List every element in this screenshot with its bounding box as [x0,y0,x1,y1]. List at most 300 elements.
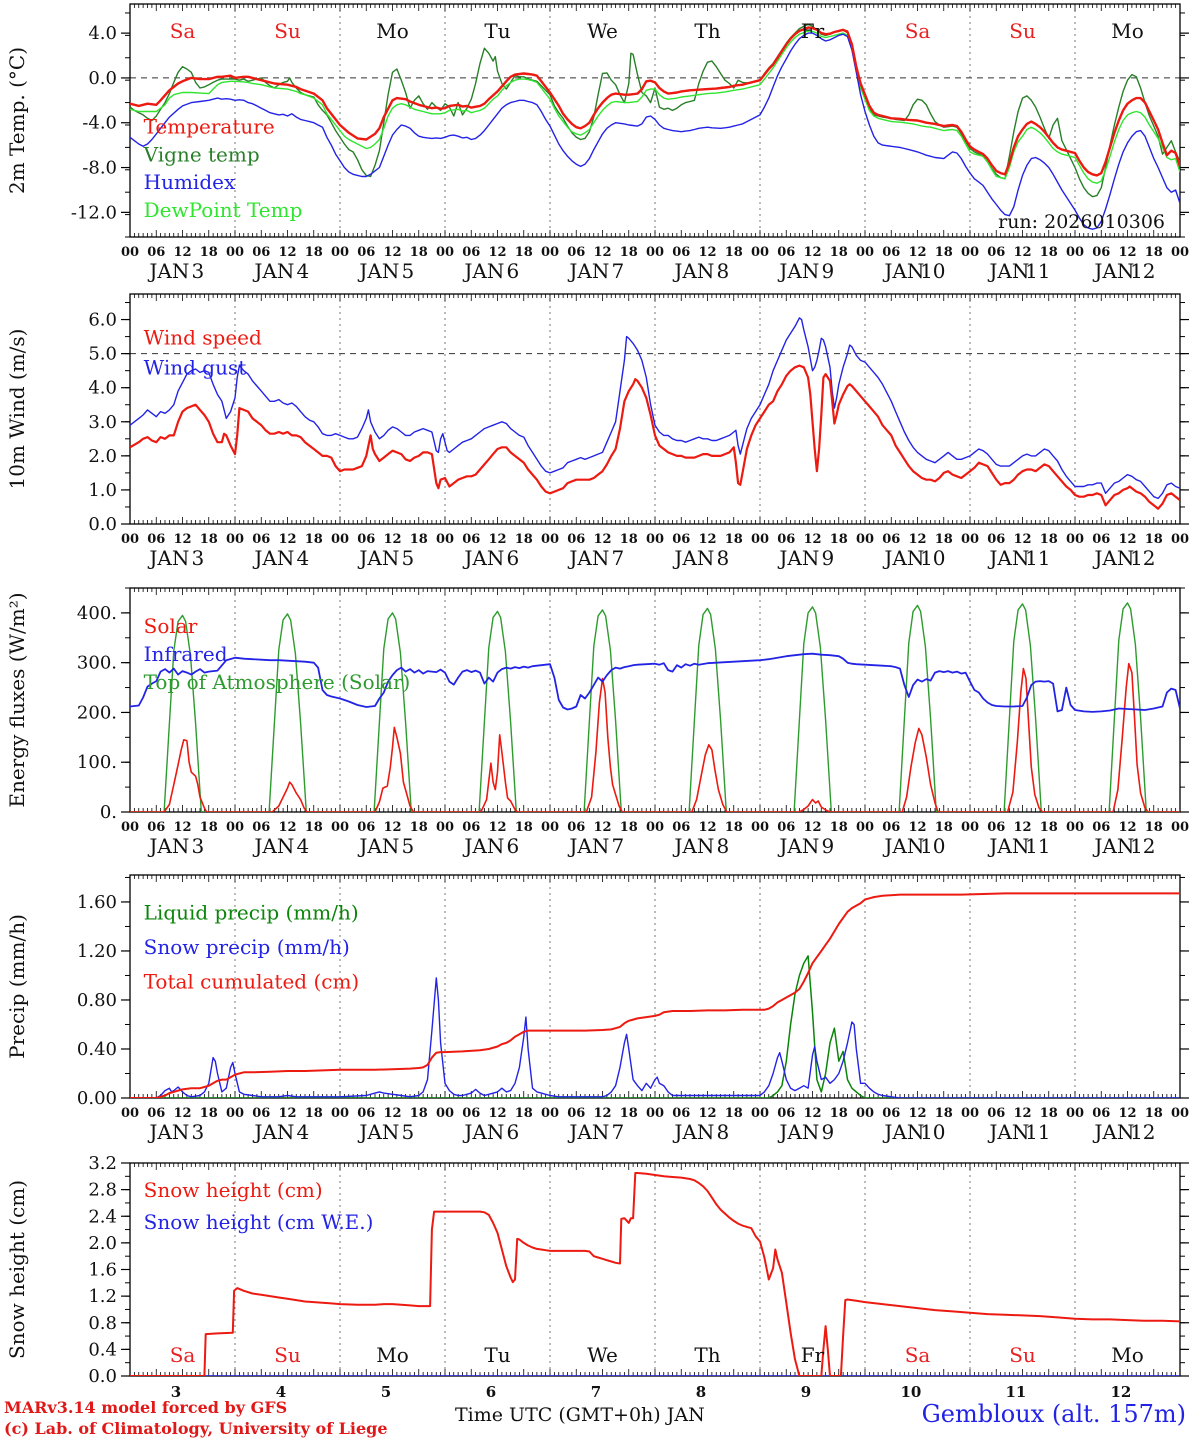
hour-tick-label: 00 [225,1106,245,1121]
hour-tick-label: 06 [882,532,901,547]
weekday-label: Su [274,1343,301,1367]
date-label-num: 7 [611,834,625,858]
day-number-label: 12 [1110,1383,1132,1401]
hour-tick-label: 06 [462,532,481,547]
hour-tick-label: 00 [330,245,350,260]
hour-tick-label: 06 [147,1106,166,1121]
hour-tick-label: 00 [750,1106,770,1121]
hour-tick-label: 06 [882,1106,901,1121]
hour-tick-label: 06 [357,245,376,260]
date-label-num: 7 [611,1120,625,1144]
day-number-label: 4 [275,1383,287,1401]
hour-tick-label: 00 [330,1106,350,1121]
hour-tick-label: 18 [1039,820,1058,835]
date-label-jan: JAN [569,546,610,570]
date-label-jan: JAN [149,259,190,283]
y-tick-label: 0.40 [76,1038,117,1060]
date-label-num: 9 [821,1120,835,1144]
hour-tick-label: 12 [803,1106,822,1121]
hour-tick-label: 00 [1065,820,1085,835]
date-label-jan: JAN [779,834,820,858]
date-label-jan: JAN [1094,834,1135,858]
date-label-jan: JAN [569,259,610,283]
hour-tick-label: 12 [1118,820,1137,835]
date-label-num: 3 [191,259,205,283]
weekday-label: Fr [800,1343,825,1367]
hour-tick-label: 00 [645,1106,665,1121]
plot-frame [130,588,1180,812]
hour-tick-label: 00 [1065,245,1085,260]
hour-tick-label: 12 [278,1106,297,1121]
date-label-num: 12 [1130,834,1156,858]
day-number-label: 8 [695,1383,707,1401]
series-vigne-temp [130,24,1180,197]
hour-tick-label: 18 [1039,245,1058,260]
hour-tick-label: 00 [1170,820,1190,835]
hour-tick-label: 12 [698,532,717,547]
hour-tick-label: 12 [908,532,927,547]
date-label-jan: JAN [674,546,715,570]
date-label-jan: JAN [989,1120,1030,1144]
hour-tick-label: 06 [882,245,901,260]
hour-tick-label: 06 [147,820,166,835]
hour-tick-label: 18 [409,532,428,547]
date-label-jan: JAN [779,546,820,570]
date-label-num: 4 [296,546,310,570]
weekday-label: Th [694,19,721,43]
hour-tick-label: 18 [304,532,323,547]
y-tick-label: 1.0 [88,479,117,501]
panel-precip [5,875,1189,1144]
legend-energy-fluxes: Top of Atmosphere (Solar) [143,669,411,694]
hour-tick-label: 12 [278,532,297,547]
date-label-num: 8 [716,259,730,283]
weekday-label: Su [274,19,301,43]
y-tick-label: 0.8 [88,1312,117,1334]
date-label-num: 5 [401,546,415,570]
hour-tick-label: 00 [1065,532,1085,547]
legend-wind: Wind gust [143,355,247,380]
hour-tick-label: 06 [252,1106,271,1121]
hour-tick-label: 12 [278,820,297,835]
hour-tick-label: 06 [672,532,691,547]
date-label-num: 11 [1025,1120,1051,1144]
date-label-jan: JAN [464,546,505,570]
y-tick-label: 5.0 [88,343,117,365]
date-label-num: 12 [1130,259,1156,283]
date-label-num: 4 [296,259,310,283]
hour-tick-label: 18 [619,245,638,260]
model-credit: MARv3.14 model forced by GFS [4,1398,288,1417]
hour-tick-label: 12 [383,1106,402,1121]
hour-tick-label: 18 [304,1106,323,1121]
hour-tick-label: 12 [1013,532,1032,547]
hour-tick-label: 00 [225,532,245,547]
hour-tick-label: 18 [724,532,743,547]
weekday-label: We [587,1343,618,1367]
legend-precip: Liquid precip (mm/h) [143,900,359,925]
weekday-label: Th [694,1343,721,1367]
date-label-num: 6 [506,259,520,283]
panel-energy-fluxes [5,588,1189,858]
hour-tick-label: 06 [1092,1106,1111,1121]
date-label-num: 10 [920,259,946,283]
hour-tick-label: 18 [199,532,218,547]
date-label-jan: JAN [254,834,295,858]
y-tick-label: 1.60 [76,891,117,913]
hour-tick-label: 00 [750,820,770,835]
hour-tick-label: 00 [645,532,665,547]
date-label-jan: JAN [149,834,190,858]
hour-tick-label: 18 [409,1106,428,1121]
hour-tick-label: 12 [1013,820,1032,835]
hour-tick-label: 00 [645,245,665,260]
hour-tick-label: 18 [409,245,428,260]
hour-tick-label: 12 [488,820,507,835]
hour-tick-label: 12 [698,1106,717,1121]
date-label-jan: JAN [569,834,610,858]
weekday-label: Tu [484,1343,511,1367]
date-label-num: 3 [191,834,205,858]
hour-tick-label: 00 [960,245,980,260]
date-label-jan: JAN [1094,546,1135,570]
y-axis-title: 2m Temp. (°C) [5,46,29,195]
weekday-label: Sa [904,19,931,43]
y-tick-label: 1.20 [76,940,117,962]
y-tick-label: 0.00 [76,1088,117,1109]
y-tick-label: -12.0 [70,202,117,224]
weekday-label: We [587,19,618,43]
day-number-label: 9 [800,1383,812,1401]
hour-tick-label: 00 [645,820,665,835]
hour-tick-label: 18 [619,532,638,547]
hour-tick-label: 00 [225,245,245,260]
hour-tick-label: 00 [330,820,350,835]
hour-tick-label: 12 [593,820,612,835]
day-number-label: 11 [1005,1383,1027,1401]
date-label-num: 6 [506,1120,520,1144]
x-ticks [130,588,1180,812]
date-label-jan: JAN [779,259,820,283]
hour-tick-label: 12 [1118,1106,1137,1121]
y-tick-label: 100. [76,752,117,774]
date-label-jan: JAN [1094,1120,1135,1144]
date-label-num: 9 [821,259,835,283]
hour-tick-label: 18 [829,245,848,260]
date-label-jan: JAN [359,1120,400,1144]
hour-tick-label: 00 [855,245,875,260]
legend-temperature: Temperature [143,114,275,139]
hour-tick-label: 06 [672,1106,691,1121]
hour-tick-label: 18 [514,245,533,260]
hour-tick-label: 18 [514,820,533,835]
day-number-label: 5 [380,1383,392,1401]
hour-tick-label: 18 [724,820,743,835]
date-label-num: 11 [1025,834,1051,858]
hour-tick-label: 06 [1092,820,1111,835]
legend-energy-fluxes: Infrared [143,641,228,666]
date-label-jan: JAN [674,834,715,858]
hour-tick-label: 18 [934,532,953,547]
hour-tick-label: 18 [1144,820,1163,835]
hour-tick-label: 06 [147,245,166,260]
legend-snow-height: Snow height (cm) [143,1178,323,1203]
date-label-num: 7 [611,546,625,570]
hour-tick-label: 18 [934,820,953,835]
y-tick-label: 0.80 [76,989,117,1011]
hour-tick-label: 06 [252,820,271,835]
hour-tick-label: 12 [1013,245,1032,260]
hour-tick-label: 00 [1170,532,1190,547]
hour-tick-label: 12 [1013,1106,1032,1121]
hour-tick-label: 18 [199,1106,218,1121]
y-axis-title: Snow height (cm) [5,1179,29,1360]
date-label-jan: JAN [149,546,190,570]
weekday-label: Su [1009,1343,1036,1367]
hour-tick-label: 00 [120,1106,140,1121]
hour-tick-label: 12 [908,1106,927,1121]
hour-tick-label: 18 [199,245,218,260]
date-label-jan: JAN [674,259,715,283]
y-tick-label: 4.0 [88,23,117,45]
date-label-jan: JAN [359,834,400,858]
hour-tick-label: 18 [1039,1106,1058,1121]
hour-tick-label: 00 [855,532,875,547]
hour-tick-label: 12 [1118,245,1137,260]
y-tick-label: 4.0 [88,377,117,399]
date-label-num: 4 [296,834,310,858]
hour-tick-label: 18 [829,820,848,835]
y-axis-title: Energy fluxes (W/m²) [5,592,29,808]
date-label-jan: JAN [779,1120,820,1144]
y-tick-label: 0.0 [88,1366,117,1387]
hour-tick-label: 06 [777,532,796,547]
hour-tick-label: 18 [304,820,323,835]
hour-tick-label: 12 [593,245,612,260]
y-axis-title: 10m Wind (m/s) [5,328,29,490]
hour-tick-label: 06 [882,820,901,835]
date-label-jan: JAN [359,546,400,570]
hour-tick-label: 12 [173,820,192,835]
hour-tick-label: 18 [199,820,218,835]
date-label-jan: JAN [884,546,925,570]
hour-tick-label: 00 [330,532,350,547]
hour-tick-label: 06 [672,820,691,835]
weekday-label: Fr [800,19,825,43]
weekday-label: Mo [376,19,409,43]
date-label-jan: JAN [359,259,400,283]
day-number-label: 6 [485,1383,497,1401]
weekday-label: Sa [169,19,196,43]
date-label-num: 12 [1130,1120,1156,1144]
y-tick-label: 300. [76,652,117,674]
hour-tick-label: 06 [987,532,1006,547]
date-label-jan: JAN [569,1120,610,1144]
hour-tick-label: 00 [960,532,980,547]
hour-tick-label: 12 [908,820,927,835]
hour-tick-label: 12 [488,1106,507,1121]
lab-credit: (c) Lab. of Climatology, University of Liege [4,1419,388,1438]
weekday-label: Sa [169,1343,196,1367]
xaxis-title: Time UTC (GMT+0h) JAN [455,1404,705,1426]
hour-tick-label: 12 [1118,532,1137,547]
hour-tick-label: 00 [120,245,140,260]
legend-precip: Snow precip (mm/h) [143,935,350,960]
hour-tick-label: 06 [777,820,796,835]
weekday-label: Sa [904,1343,931,1367]
hour-tick-label: 00 [750,532,770,547]
hour-tick-label: 06 [357,1106,376,1121]
date-label-jan: JAN [464,834,505,858]
date-label-num: 5 [401,1120,415,1144]
weekday-label: Mo [376,1343,409,1367]
hour-tick-label: 18 [619,820,638,835]
hour-tick-label: 12 [383,820,402,835]
date-label-jan: JAN [989,834,1030,858]
hour-tick-label: 06 [462,820,481,835]
y-tick-label: 400. [76,602,117,624]
y-tick-label: 3.0 [88,411,117,433]
day-number-label: 7 [590,1383,602,1401]
hour-tick-label: 00 [225,820,245,835]
date-label-num: 12 [1130,546,1156,570]
hour-tick-label: 06 [777,1106,796,1121]
legend-temperature: DewPoint Temp [143,198,303,223]
hour-tick-label: 18 [409,820,428,835]
hour-tick-label: 12 [803,245,822,260]
y-tick-label: 6.0 [88,309,117,331]
date-label-num: 10 [920,546,946,570]
date-label-jan: JAN [254,1120,295,1144]
hour-tick-label: 12 [698,820,717,835]
hour-tick-label: 18 [1039,532,1058,547]
hour-tick-label: 18 [724,1106,743,1121]
hour-tick-label: 18 [619,1106,638,1121]
date-label-jan: JAN [254,546,295,570]
day-number-label: 10 [900,1383,922,1401]
hour-tick-label: 18 [1144,1106,1163,1121]
hour-tick-label: 06 [462,245,481,260]
hour-tick-label: 00 [540,245,560,260]
date-label-num: 7 [611,259,625,283]
y-tick-label: 1.6 [88,1259,117,1281]
hour-tick-label: 06 [147,532,166,547]
hour-tick-label: 06 [672,245,691,260]
hour-tick-label: 18 [514,1106,533,1121]
panel-wind [5,294,1189,570]
y-tick-label: 0.4 [88,1339,117,1361]
date-label-num: 8 [716,1120,730,1144]
y-tick-label: 2.4 [88,1206,117,1228]
y-tick-label: -4.0 [82,112,117,134]
date-label-jan: JAN [989,546,1030,570]
hour-tick-label: 06 [567,532,586,547]
y-tick-label: 0.0 [88,67,117,89]
hour-tick-label: 18 [514,532,533,547]
hour-tick-label: 18 [304,245,323,260]
hour-tick-label: 00 [750,245,770,260]
hour-tick-label: 12 [698,245,717,260]
date-label-num: 10 [920,834,946,858]
hour-tick-label: 12 [173,1106,192,1121]
y-tick-label: 3.2 [88,1153,117,1174]
y-tick-label: -8.0 [82,157,117,179]
hour-tick-label: 06 [357,820,376,835]
panel-snow-height [5,1153,1189,1401]
date-label-num: 6 [506,546,520,570]
date-label-num: 11 [1025,259,1051,283]
y-tick-label: 2.0 [88,445,117,467]
panel-temperature [5,4,1189,283]
hour-tick-label: 12 [803,820,822,835]
date-label-jan: JAN [884,259,925,283]
hour-tick-label: 00 [540,532,560,547]
hour-tick-label: 18 [934,245,953,260]
hour-tick-label: 18 [1144,245,1163,260]
hour-tick-label: 00 [1170,1106,1190,1121]
hour-tick-label: 06 [1092,245,1111,260]
legend-temperature: Humidex [143,170,236,195]
hour-tick-label: 06 [987,245,1006,260]
date-label-jan: JAN [149,1120,190,1144]
hour-tick-label: 12 [383,245,402,260]
date-label-jan: JAN [254,259,295,283]
station-label: Gembloux (alt. 157m) [921,1400,1186,1428]
hour-tick-label: 06 [567,245,586,260]
hour-tick-label: 18 [829,532,848,547]
date-label-jan: JAN [464,259,505,283]
date-label-jan: JAN [884,1120,925,1144]
hour-tick-label: 12 [173,245,192,260]
hour-tick-label: 06 [567,820,586,835]
y-tick-label: 200. [76,702,117,724]
hour-tick-label: 18 [934,1106,953,1121]
hour-tick-label: 00 [1170,245,1190,260]
hour-tick-label: 12 [908,245,927,260]
legend-snow-height: Snow height (cm W.E.) [143,1210,374,1235]
hour-tick-label: 00 [435,245,455,260]
hour-tick-label: 06 [1092,532,1111,547]
hour-tick-label: 12 [173,532,192,547]
date-label-jan: JAN [464,1120,505,1144]
hour-tick-label: 00 [855,820,875,835]
legend-wind: Wind speed [143,325,262,350]
legend-energy-fluxes: Solar [143,613,198,638]
hour-tick-label: 00 [120,532,140,547]
hour-tick-label: 00 [435,532,455,547]
hour-tick-label: 06 [462,1106,481,1121]
run-label: run: 2026010306 [998,211,1165,233]
y-tick-label: 0.0 [88,514,117,535]
hour-tick-label: 06 [567,1106,586,1121]
date-label-num: 5 [401,259,415,283]
hour-tick-label: 18 [724,245,743,260]
y-tick-label: 0. [99,802,117,823]
hour-tick-label: 06 [777,245,796,260]
date-label-num: 3 [191,1120,205,1144]
hour-tick-label: 00 [120,820,140,835]
hour-tick-label: 12 [593,532,612,547]
hour-tick-label: 12 [803,532,822,547]
hour-tick-label: 18 [829,1106,848,1121]
hour-tick-label: 12 [278,245,297,260]
legend-temperature: Vigne temp [143,142,260,167]
y-axis-title: Precip (mm/h) [5,914,29,1059]
hour-tick-label: 00 [960,1106,980,1121]
date-label-num: 9 [821,546,835,570]
weekday-label: Tu [484,19,511,43]
date-label-jan: JAN [884,834,925,858]
